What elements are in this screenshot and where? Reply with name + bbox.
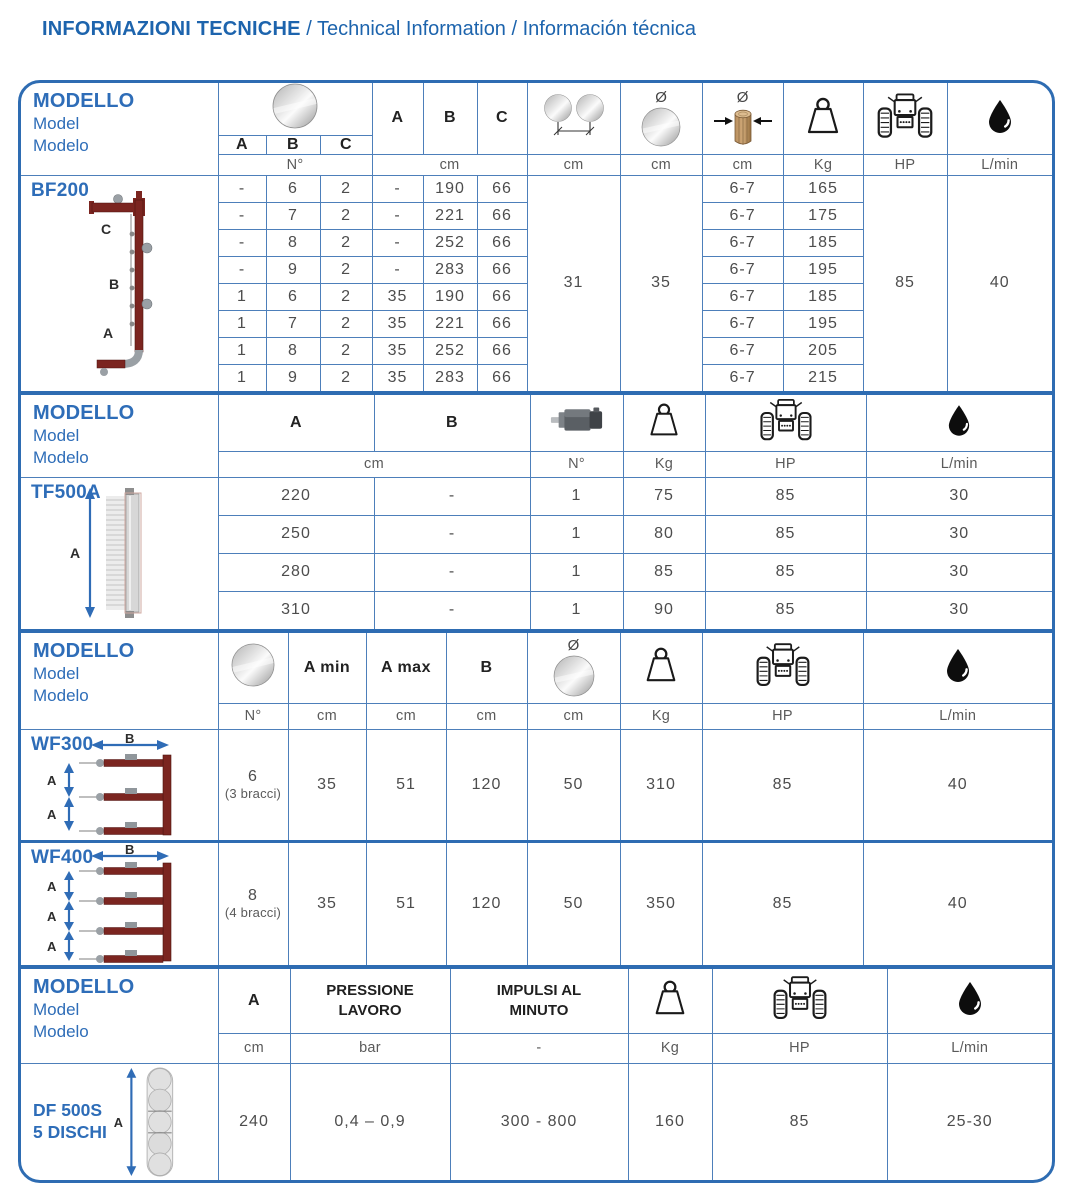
spec-tables-frame: [18, 80, 1055, 1183]
data-cell: -: [218, 229, 266, 256]
data-cell: 165: [783, 175, 863, 202]
data-cell: [218, 841, 288, 965]
page-title-italian: INFORMAZIONI TECNICHE: [42, 18, 301, 40]
unit-cell: bar: [290, 1033, 450, 1063]
model-column-header: [21, 969, 218, 1063]
data-cell: 1: [530, 591, 623, 629]
data-cell: 50: [527, 729, 620, 841]
data-cell: 2: [320, 364, 372, 391]
disc-diameter-header-cell: [527, 633, 620, 703]
twin-discs-header-cell: [527, 83, 620, 154]
model-cell-tf500a: [21, 477, 218, 629]
column-header-A: A: [218, 395, 374, 451]
unit-cell: N°: [218, 154, 372, 175]
model-header-line3: Modelo: [33, 136, 89, 156]
unit-cell: N°: [530, 451, 623, 477]
wf300-label-b: B: [125, 732, 135, 746]
unit-cell: HP: [702, 703, 863, 729]
data-cell: 350: [620, 841, 702, 965]
column-header-C: C: [477, 83, 527, 154]
data-cell: 6-7: [702, 175, 783, 202]
unit-cell: N°: [218, 703, 288, 729]
tf500a-label-a: A: [70, 544, 81, 561]
bf200-label-a: A: [103, 324, 114, 341]
data-cell: 240: [218, 1063, 290, 1180]
data-cell: 50: [527, 841, 620, 965]
unit-cell: Kg: [628, 1033, 712, 1063]
data-cell: 120: [446, 841, 527, 965]
data-cell: 66: [477, 202, 527, 229]
tractor-icon: [771, 975, 829, 1021]
data-cell: 8: [266, 229, 320, 256]
data-cell: 66: [477, 364, 527, 391]
model-cell-df500s: [21, 1063, 218, 1180]
unit-cell: cm: [527, 703, 620, 729]
disc-subcolumn-C: C: [320, 135, 372, 154]
table-row: [21, 633, 1052, 703]
unit-cell: Kg: [620, 703, 702, 729]
arm-count: 8: [248, 887, 258, 905]
data-cell: 85: [702, 841, 863, 965]
log-diameter-header-cell: [702, 83, 783, 154]
model-header-line2: Model: [33, 426, 80, 445]
data-cell: 66: [477, 256, 527, 283]
model-name: [33, 1100, 107, 1144]
data-cell: 6: [266, 283, 320, 310]
model-name: TF500A: [31, 481, 101, 503]
model-cell-wf300: [21, 729, 218, 841]
disc-diameter-icon: [553, 655, 595, 697]
data-cell: 6-7: [702, 256, 783, 283]
bf200-label-b: B: [109, 275, 120, 292]
data-cell: 25-30: [946, 1112, 993, 1130]
model-header-line1: MODELLO: [33, 402, 135, 424]
model-name-line1: DF 500S: [33, 1099, 103, 1120]
data-cell: 1: [218, 283, 266, 310]
oil-drop-icon: [947, 404, 971, 436]
model-header-line2: Model: [33, 664, 80, 683]
data-cell: 85: [705, 553, 866, 591]
disc-diameter-header-cell: [620, 83, 702, 154]
unit-cell: -: [450, 1033, 628, 1063]
data-cell: 8: [266, 337, 320, 364]
model-name-line2: 5 DISCHI: [33, 1121, 107, 1142]
model-header-line2: Model: [33, 114, 80, 133]
weight-header-cell: [620, 633, 702, 703]
tractor-header-cell: [705, 395, 866, 451]
data-cell: 220: [218, 477, 374, 515]
data-cell: 35: [372, 283, 423, 310]
unit-cell: L/min: [866, 451, 1052, 477]
data-cell: 85: [623, 553, 705, 591]
pressione-line1: PRESSIONE: [326, 982, 414, 1000]
data-cell: -: [374, 515, 530, 553]
model-name: BF200: [31, 179, 90, 201]
data-cell: 30: [949, 601, 970, 619]
disc-subcolumn-A: A: [218, 135, 266, 154]
table-row: [21, 395, 1052, 451]
unit-cell: cm: [702, 154, 783, 175]
unit-cell: cm: [620, 154, 702, 175]
data-cell: 1: [218, 310, 266, 337]
data-cell: -: [218, 175, 266, 202]
data-cell: 215: [783, 364, 863, 391]
spec-table-bf200: [21, 83, 1052, 391]
data-cell: -: [374, 477, 530, 515]
model-header-line1: MODELLO: [33, 90, 135, 112]
tractor-icon: [875, 92, 935, 140]
twin-discs-distance-icon: [541, 93, 607, 139]
pressione-line2: LAVORO: [338, 1001, 402, 1019]
data-cell: 66: [477, 310, 527, 337]
data-cell: 2: [320, 283, 372, 310]
weight-icon: [650, 979, 690, 1017]
merged-cell-disc-distance: 31: [527, 175, 620, 391]
data-cell: 2: [320, 175, 372, 202]
data-cell: 2: [320, 256, 372, 283]
weight-icon: [641, 646, 681, 684]
data-cell: 6: [266, 175, 320, 202]
data-row-wf400: [21, 841, 1052, 965]
data-row: [21, 477, 1052, 515]
data-cell: -: [372, 175, 423, 202]
merged-cell-hp: 85: [863, 175, 947, 391]
data-cell: 185: [783, 283, 863, 310]
tractor-header-cell: [712, 969, 887, 1033]
data-cell: 1: [530, 553, 623, 591]
data-cell: 175: [783, 202, 863, 229]
data-cell: -: [372, 256, 423, 283]
data-cell: 0,4 – 0,9: [290, 1063, 450, 1180]
data-cell: 85: [702, 729, 863, 841]
data-cell: 1: [530, 515, 623, 553]
data-cell: 2: [320, 310, 372, 337]
impulsi-line2: MINUTO: [509, 1001, 569, 1019]
wf300-label-a: A: [47, 772, 57, 788]
table-row: [21, 969, 1052, 1033]
data-cell: 280: [218, 553, 374, 591]
data-cell: 66: [477, 283, 527, 310]
model-header-line3: Modelo: [33, 1022, 89, 1042]
unit-cell: HP: [705, 451, 866, 477]
arm-count: 6: [248, 768, 258, 785]
model-header-line3: Modelo: [33, 448, 89, 468]
wf400-label-a: A: [47, 878, 57, 894]
data-cell: 75: [623, 477, 705, 515]
data-cell: 80: [623, 515, 705, 553]
unit-cell: L/min: [947, 154, 1052, 175]
unit-cell: cm: [218, 1033, 290, 1063]
unit-cell: cm: [218, 451, 530, 477]
diameter-symbol: Ø: [736, 88, 749, 106]
merged-cell-disc-diameter: 35: [620, 175, 702, 391]
model-header-line1: MODELLO: [33, 976, 135, 998]
data-cell: 250: [218, 515, 374, 553]
data-cell: 6-7: [702, 283, 783, 310]
unit-cell: cm: [446, 703, 527, 729]
data-cell: 85: [705, 591, 866, 629]
data-cell: 30: [866, 477, 1052, 515]
model-header-line1: MODELLO: [33, 640, 135, 662]
data-cell: 252: [423, 229, 477, 256]
data-cell: 35: [372, 364, 423, 391]
model-name: WF400: [31, 846, 94, 868]
weight-icon: [645, 402, 683, 438]
data-cell: 30: [866, 553, 1052, 591]
unit-cell: cm: [527, 154, 620, 175]
data-cell: 85: [712, 1063, 887, 1180]
unit-cell: Kg: [783, 154, 863, 175]
tractor-icon: [754, 642, 812, 688]
data-cell: 35: [372, 310, 423, 337]
data-cell: 51: [366, 841, 446, 965]
model-header-line3: Modelo: [33, 686, 89, 706]
weight-header-cell: [783, 83, 863, 154]
unit-cell: cm: [288, 703, 366, 729]
data-cell: -: [374, 553, 530, 591]
arm-count-note: (4 bracci): [224, 905, 282, 921]
model-column-header: [21, 633, 218, 729]
data-cell: 6-7: [702, 337, 783, 364]
data-cell: 35: [288, 841, 366, 965]
log-diameter-icon: [712, 107, 774, 147]
flow-header-cell: [947, 83, 1052, 154]
motor-header-cell: [530, 395, 623, 451]
flow-header-cell: [863, 633, 1052, 703]
data-cell: 190: [423, 175, 477, 202]
unit-cell: cm: [372, 154, 527, 175]
unit-cell: L/min: [887, 1033, 1052, 1063]
data-cell: 66: [477, 337, 527, 364]
unit-cell: HP: [712, 1033, 887, 1063]
bf200-label-c: C: [101, 220, 112, 237]
data-cell: 252: [423, 337, 477, 364]
unit-cell: L/min: [863, 703, 1052, 729]
weight-icon: [802, 96, 844, 136]
saw-disc-header-cell: [218, 83, 372, 135]
spec-table-wf: [21, 633, 1052, 965]
page-title: [42, 18, 696, 41]
data-cell: 7: [266, 310, 320, 337]
data-cell: 66: [477, 229, 527, 256]
data-cell: -: [374, 591, 530, 629]
data-cell: 40: [947, 894, 968, 912]
data-row-wf300: [21, 729, 1052, 841]
model-name: WF300: [31, 733, 94, 755]
wf400-label-a: A: [47, 908, 57, 924]
saw-disc-header-cell: [218, 633, 288, 703]
data-cell: 300 - 800: [450, 1063, 628, 1180]
column-header-B: B: [446, 633, 527, 703]
merged-cell-lmin: 40: [989, 274, 1010, 292]
data-cell: 9: [266, 364, 320, 391]
column-header-B: B: [374, 395, 530, 451]
spec-table-df500s: [21, 969, 1052, 1180]
data-cell: 66: [477, 175, 527, 202]
data-cell: 40: [863, 729, 1052, 841]
flow-header-cell: [887, 969, 1052, 1033]
data-cell: 30: [866, 515, 1052, 553]
data-cell: 120: [446, 729, 527, 841]
column-header-a-max: A max: [366, 633, 446, 703]
table-row: [21, 83, 1052, 135]
data-cell: 2: [320, 337, 372, 364]
data-cell: 283: [423, 256, 477, 283]
tractor-header-cell: [863, 83, 947, 154]
model-cell-wf400: [21, 841, 218, 965]
diameter-symbol: Ø: [567, 637, 580, 655]
saw-disc-icon: [272, 83, 318, 129]
column-header-A: A: [218, 969, 290, 1033]
data-cell: 6-7: [702, 364, 783, 391]
weight-header-cell: [628, 969, 712, 1033]
data-cell: 2: [320, 229, 372, 256]
data-cell: 221: [423, 310, 477, 337]
data-cell: 190: [423, 283, 477, 310]
column-header-a-min: A min: [288, 633, 366, 703]
data-cell: 310: [218, 591, 374, 629]
data-cell: 205: [783, 337, 863, 364]
tf500a-product-image: [64, 484, 174, 622]
wf400-label-b: B: [125, 844, 135, 857]
tractor-icon: [758, 398, 814, 442]
data-cell: 195: [783, 256, 863, 283]
data-cell: 185: [783, 229, 863, 256]
data-cell: 85: [705, 477, 866, 515]
data-cell: -: [372, 202, 423, 229]
data-cell: 9: [266, 256, 320, 283]
data-cell: -: [218, 256, 266, 283]
data-cell: 35: [288, 729, 366, 841]
data-cell: 35: [372, 337, 423, 364]
column-header-B: B: [423, 83, 477, 154]
data-cell: 160: [628, 1063, 712, 1180]
model-header-line2: Model: [33, 1000, 80, 1019]
impulsi-line1: IMPULSI AL: [496, 982, 582, 1000]
data-cell: 283: [423, 364, 477, 391]
data-cell: 2: [320, 202, 372, 229]
data-cell: 6-7: [702, 202, 783, 229]
data-cell: 7: [266, 202, 320, 229]
model-column-header: [21, 395, 218, 477]
data-cell: [218, 729, 288, 841]
df500s-product-image: [111, 1066, 195, 1178]
df500s-label-a: A: [113, 1114, 123, 1130]
column-header-impulsi: [450, 969, 628, 1033]
data-cell: 6-7: [702, 229, 783, 256]
data-row-df500s: [21, 1063, 1052, 1180]
model-column-header: [21, 83, 218, 175]
oil-drop-icon: [987, 98, 1013, 134]
data-cell: 51: [366, 729, 446, 841]
data-cell: 85: [705, 515, 866, 553]
unit-cell: HP: [863, 154, 947, 175]
data-cell: 1: [530, 477, 623, 515]
disc-diameter-icon: [641, 107, 681, 147]
oil-drop-icon: [957, 981, 983, 1015]
wf300-label-a: A: [47, 806, 57, 822]
data-cell: -: [218, 202, 266, 229]
diameter-symbol: Ø: [655, 88, 667, 106]
hydraulic-motor-icon: [549, 404, 605, 436]
data-cell: 90: [623, 591, 705, 629]
oil-drop-icon: [945, 648, 971, 682]
data-row: [21, 175, 1052, 202]
arm-count-note: (3 bracci): [224, 786, 282, 801]
data-cell: 221: [423, 202, 477, 229]
data-cell: 310: [620, 729, 702, 841]
data-cell: 1: [218, 337, 266, 364]
tractor-header-cell: [702, 633, 863, 703]
saw-disc-icon: [231, 643, 275, 687]
data-cell: 195: [783, 310, 863, 337]
page-title-translations: / Technical Information / Información técnica: [300, 18, 697, 40]
column-header-pressione: [290, 969, 450, 1033]
data-cell: 1: [218, 364, 266, 391]
data-cell: -: [372, 229, 423, 256]
weight-header-cell: [623, 395, 705, 451]
spec-table-tf500a: [21, 395, 1052, 629]
wf400-label-a: A: [47, 938, 57, 954]
disc-subcolumn-B: B: [266, 135, 320, 154]
column-header-A: A: [372, 83, 423, 154]
unit-cell: Kg: [623, 451, 705, 477]
bf200-product-image: [59, 186, 179, 380]
unit-cell: cm: [366, 703, 446, 729]
data-cell: 6-7: [702, 310, 783, 337]
flow-header-cell: [866, 395, 1052, 451]
model-cell-bf200: [21, 175, 218, 391]
